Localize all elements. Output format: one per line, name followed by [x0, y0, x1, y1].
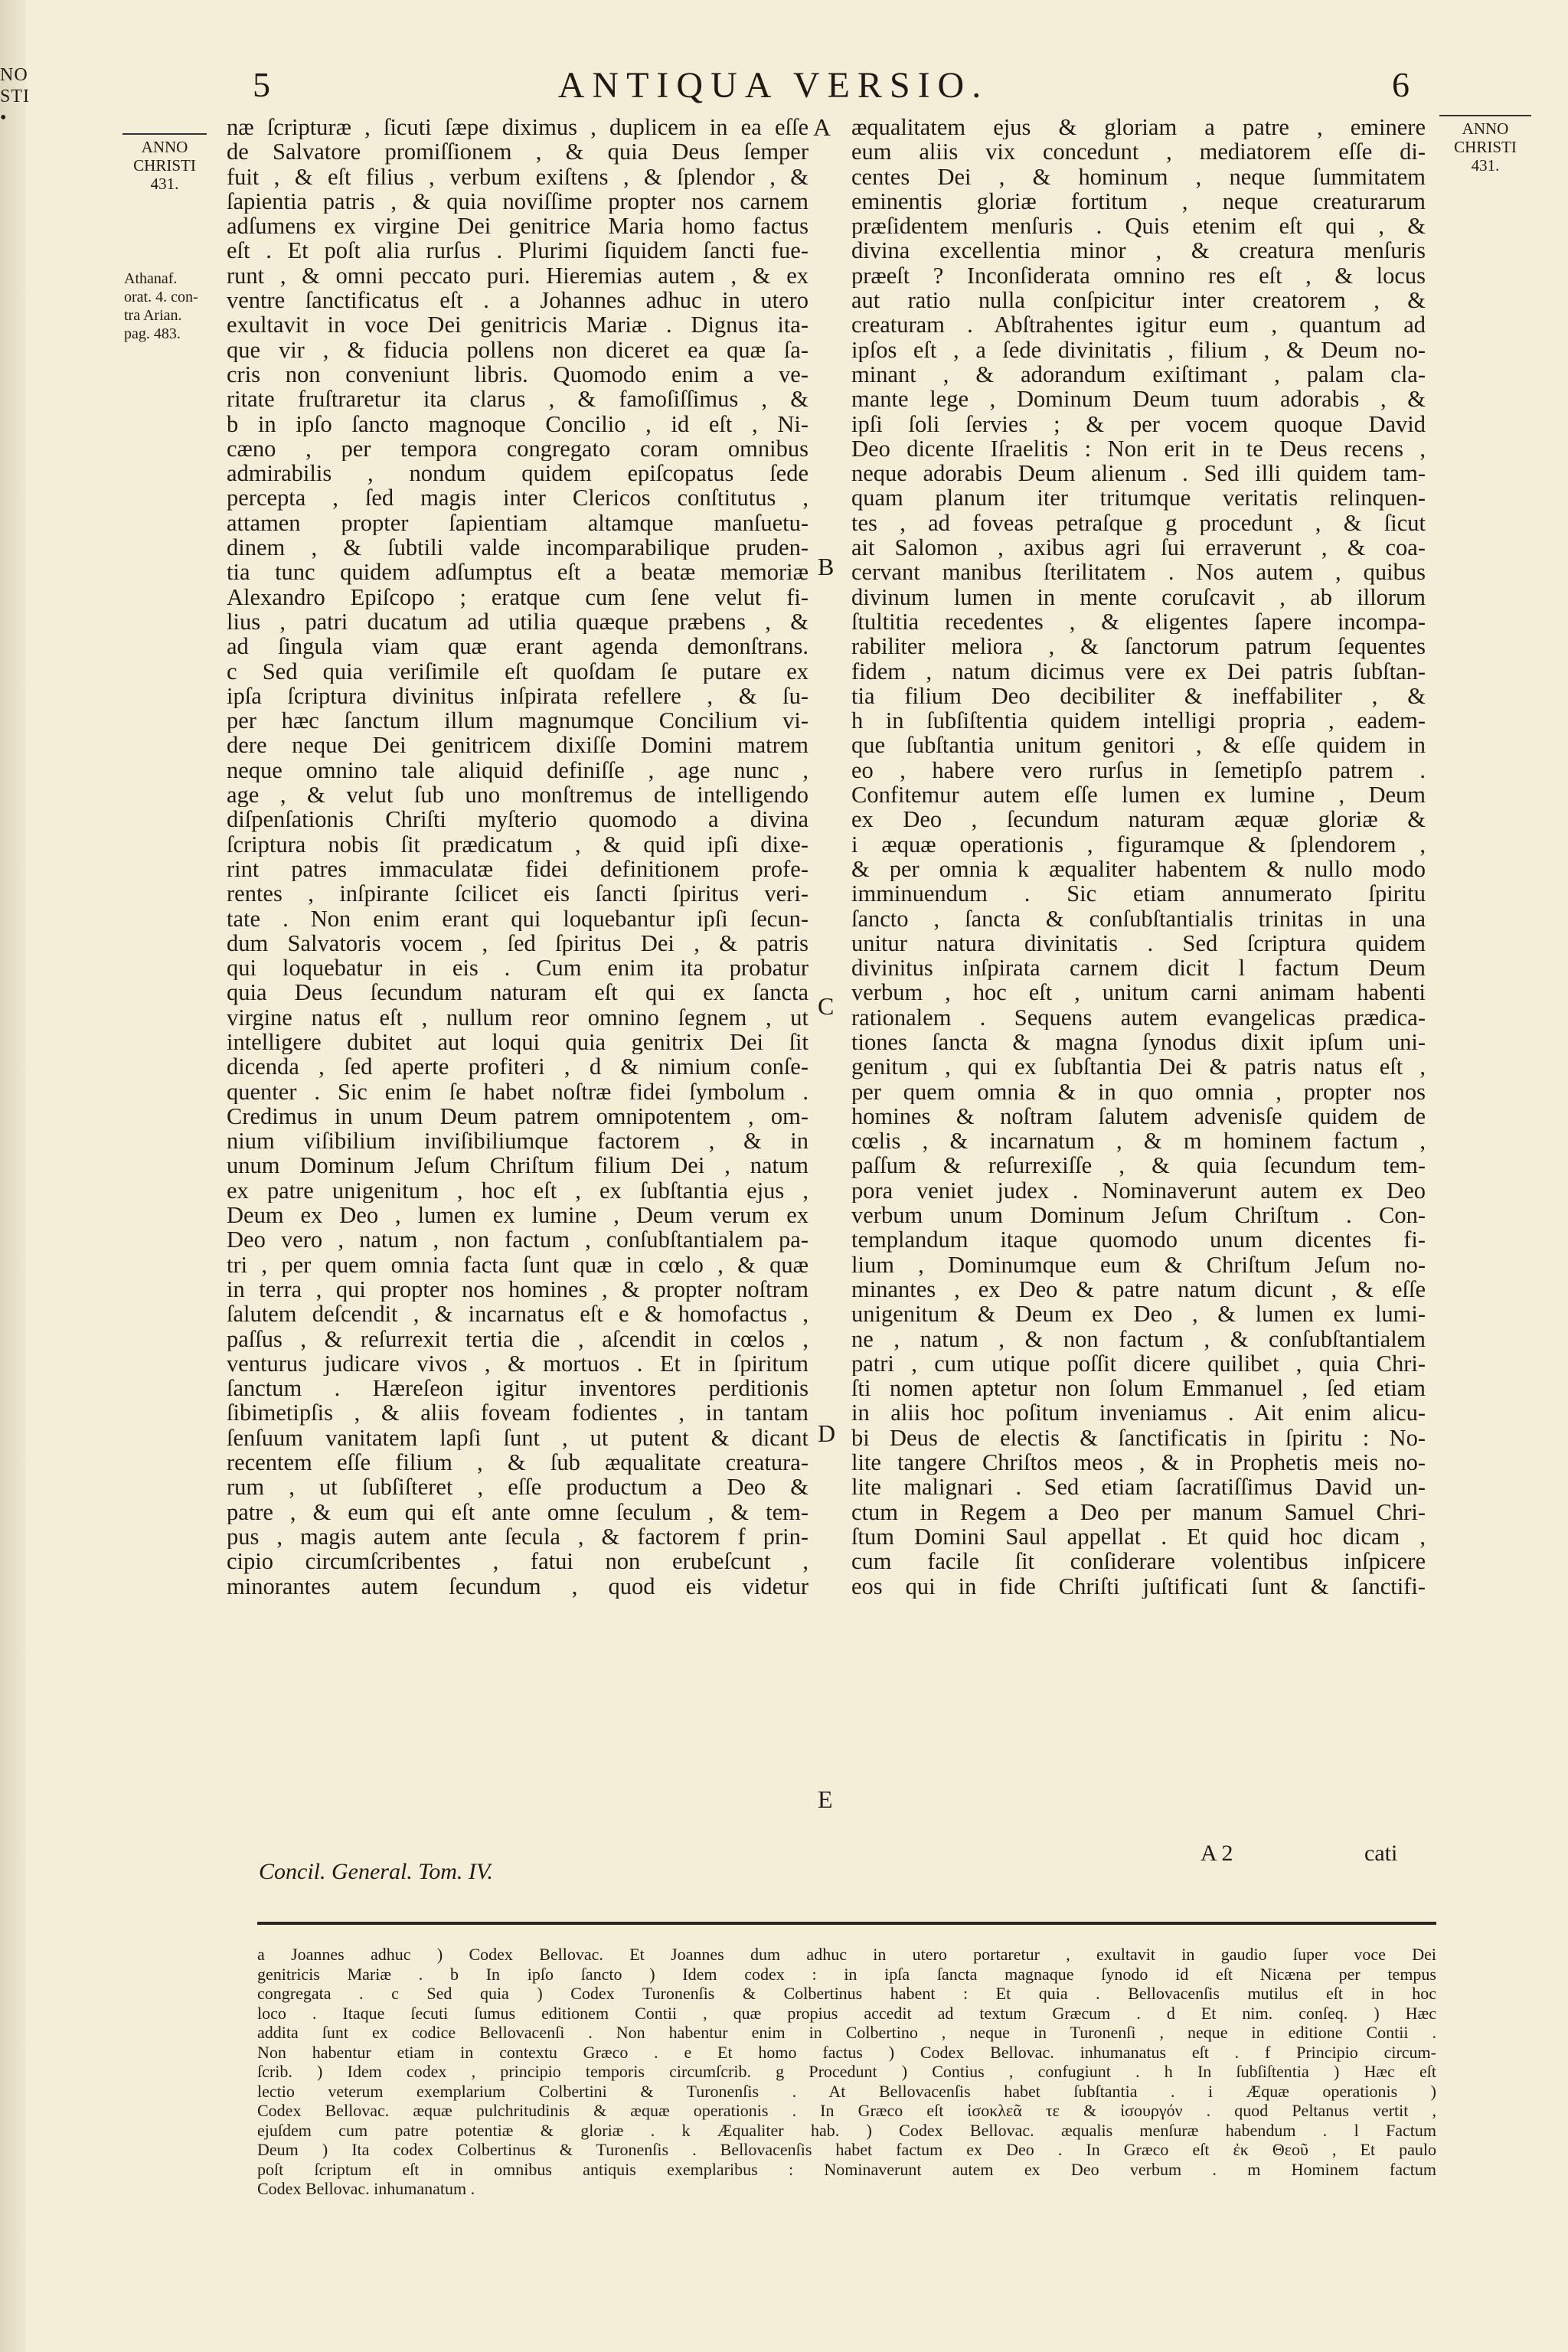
text-line: minorantes autem ſecundum , quod eis videtur [227, 1573, 808, 1599]
text-line: cipio circumſcribentes , fatui non erubeſcunt , [227, 1549, 808, 1574]
text-line: ſapientia patris , & quia noviſſime propter nos carnem [227, 188, 808, 214]
left-anno-note [122, 133, 207, 193]
text-line: ſtultitia recedentes , & eligentes ſapere incompa- [851, 609, 1426, 635]
text-line: in terra , qui propter nos homines , & propter noſtram [227, 1276, 808, 1302]
text-line: imminuendum . Sic etiam annumerato ſpiritu [851, 881, 1426, 906]
text-line: æqualitatem ejus & gloriam a patre , eminere [851, 115, 1426, 140]
text-line: præeſt ? Inconſiderata omnino res eſt , & locus [851, 263, 1426, 289]
text-line: ſenſuum vanitatem lapſi ſunt , ut putent & dicant [227, 1425, 808, 1451]
text-line: & per omnia k æqualiter habentem & nullo modo [851, 856, 1426, 882]
text-line: divinitus inſpirata carnem dicit l factum Deum [851, 956, 1426, 981]
text-line: fuit , & eſt filius , verbum exiſtens , & ſplendor , & [227, 164, 808, 189]
text-line: ſalutem deſcendit , & incarnatus eſt e & homofactus , [227, 1302, 808, 1327]
text-line: tia tunc quidem adſumptus eſt a beatæ memoriæ [227, 560, 808, 585]
text-line: præſidentem menſuris . Quis etenim eſt qui , & [851, 214, 1426, 239]
text-line: patre , & eum qui eſt ante omne ſeculum , & tem- [227, 1499, 808, 1524]
text-line: b in ipſo ſancto magnoque Concilio , id eſt , Ni- [227, 411, 808, 436]
anno-year: 431. [1471, 156, 1500, 175]
text-line: Deum ex Deo , lumen ex lumine , Deum verum ex [227, 1203, 808, 1228]
section-letter-c: C [818, 992, 835, 1020]
text-line: cæno , per tempora congregato coram omnibus [227, 436, 808, 462]
text-line: creaturam . Abſtrahentes igitur eum , quantum ad [851, 312, 1426, 338]
text-line: fidem , natum dicimus vere ex Dei patris ſubſtan- [851, 658, 1426, 684]
text-line: rint patres immaculatæ fidei definitionem profe- [227, 856, 808, 882]
text-line: ipſa ſcriptura divinitus inſpirata refellere , & ſu- [227, 683, 808, 709]
text-line: divina excellentia minor , & creatura menſuris [851, 238, 1426, 263]
text-line: ſtum Domini Saul appellat . Et quid hoc dicam , [851, 1524, 1426, 1550]
text-line: intelligere dubitet aut loqui quia genitrix Dei ſit [227, 1029, 808, 1055]
text-line: congregata . c Sed quia ) Codex Turonenſis & Colbertinus habent : Et quia . Bellovacenſis mutilus eſt in hoc [257, 1984, 1436, 2003]
text-line: ex patre unigenitum , hoc eſt , ex ſubſtantia ejus , [227, 1178, 808, 1204]
page-title: ANTIQUA VERSIO. [557, 65, 989, 106]
text-line: pora veniet judex . Nominaverunt autem ex Deo [851, 1178, 1426, 1204]
text-line: genitum , qui ex ſubſtantia Dei & patris natus eſt , [851, 1054, 1426, 1080]
text-line: cervant manibus ſterilitatem . Nos autem , quibus [851, 560, 1426, 585]
edge-line: • [0, 108, 8, 128]
text-line: ejuſdem cum patre potentiæ & gloriæ . k Æqualiter hab. ) Codex Bellovac. æqualis menſuræ habendum . l Factum [257, 2120, 1436, 2140]
text-line: mante lege , Dominum Deum tuum adorabis , & [851, 387, 1426, 412]
text-line: tri , per quem omnia facta ſunt quæ in cœlo , & quæ [227, 1252, 808, 1277]
text-line: bi Deus de electis & ſanctificatis in ſpiritu : No- [851, 1425, 1426, 1451]
edge-line: STI [0, 87, 30, 106]
text-line: ſancto , ſancta & conſubſtantialis trinitas in una [851, 906, 1426, 931]
text-line: virgine natus eſt , nullum reor omnino ſegnem , ut [227, 1004, 808, 1030]
text-line: ex Deo , ſecundum naturam æquæ gloriæ & [851, 807, 1426, 832]
text-line: verbum unum Dominum Jeſum Chriſtum . Con- [851, 1203, 1426, 1228]
text-line: in aliis hoc poſitum inveniamus . Ait enim alicu- [851, 1400, 1426, 1426]
section-letter-a: A [813, 113, 831, 141]
text-line: eum aliis vix concedunt , mediatorem eſſe di- [851, 139, 1426, 165]
text-line: unitur natura divinitatis . Sed ſcriptura quidem [851, 930, 1426, 956]
text-line: unigenitum & Deum ex Deo , & lumen ex lumi- [851, 1302, 1426, 1327]
text-line: per quem omnia & in quo omnia , propter nos [851, 1079, 1426, 1104]
text-line: age , & velut ſub uno monſtremus de intelligendo [227, 782, 808, 808]
text-line: ad ſingula viam quæ erant agenda demonſtrans. [227, 634, 808, 659]
text-line: eminentis gloriæ fortitum , neque creaturarum [851, 188, 1426, 214]
text-line: eos qui in fide Chriſti juſtificati ſunt & ſanctifi- [851, 1573, 1426, 1599]
text-line: neque adorabis Deum alienum . Sed illi quidem tam- [851, 461, 1426, 486]
text-line: tiones ſancta & magna ſynodus dixit ipſum uni- [851, 1029, 1426, 1055]
text-line: admirabilis , nondum quidem epiſcopatus ſede [227, 461, 808, 486]
anno-christi: CHRISTI [133, 156, 196, 175]
text-line: lius , patri ducatum ad utilia quæque præbens , & [227, 609, 808, 635]
text-line: næ ſcripturæ , ſicuti ſæpe diximus , duplicem in ea eſſe [227, 115, 808, 140]
text-line: nium viſibilium inviſibiliumque factorem , & in [227, 1129, 808, 1154]
text-line: Alexandro Epiſcopo ; eratque cum ſene velut fi- [227, 584, 808, 609]
text-line: neque omnino tale aliquid definiſſe , age nunc , [227, 757, 808, 783]
ref-line: pag. 483. [124, 325, 181, 342]
text-line: lite malignari . Sed etiam ſacratiſſimus David un- [851, 1475, 1426, 1500]
text-line: rabiliter meliora , & ſanctorum patrum ſequentes [851, 634, 1426, 659]
running-head [0, 64, 1568, 118]
text-line: Deo vero , natum , non factum , conſubſtantialem pa- [227, 1227, 808, 1253]
text-line: templandum itaque quomodo unum dicentes fi- [851, 1227, 1426, 1253]
right-anno-note [1439, 115, 1531, 175]
text-line: rentes , inſpirante ſcilicet eis ſancti ſpiritus veri- [227, 881, 808, 906]
text-line: ipſos eſt , a ſede divinitatis , filium , & Deum no- [851, 337, 1426, 362]
text-line: cum facile ſit conſiderare volentibus inſpicere [851, 1549, 1426, 1574]
text-line: ventre ſanctificatus eſt . a Johannes adhuc in utero [227, 288, 808, 313]
text-line: divinum lumen in mente coruſcavit , ab illorum [851, 584, 1426, 609]
text-line: diſpenſationis Chriſti myſterio quomodo a divina [227, 807, 808, 832]
anno-christi: CHRISTI [1454, 138, 1517, 156]
text-line: ſcriptura nobis ſit prædicatum , & quid ipſi dixe- [227, 831, 808, 857]
text-line: Confitemur autem eſſe lumen ex lumine , Deum [851, 782, 1426, 808]
text-line: rum , ut ſubſiſteret , eſſe productum a Deo & [227, 1475, 808, 1500]
text-line: cris non conveniunt libris. Quomodo enim a ve- [227, 361, 808, 387]
text-line: c Sed quia veriſimile eſt quoſdam ſe putare ex [227, 658, 808, 684]
text-line: per hæc ſanctum illum magnumque Concilium vi- [227, 708, 808, 733]
text-line: paſſum & reſurrexiſſe , & quia ſecundum tem- [851, 1153, 1426, 1178]
ref-line: Athanaf. [124, 270, 178, 287]
anno-year: 431. [150, 175, 179, 193]
left-text-column [227, 115, 808, 1599]
text-line: ctum in Regem a Deo per manum Samuel Chri- [851, 1499, 1426, 1524]
text-line: ſanctum . Hæreſeon igitur inventores perditionis [227, 1376, 808, 1401]
text-line: runt , & omni peccato puri. Hieremias autem , & ex [227, 263, 808, 289]
text-line: Deum ) Ita codex Colbertinus & Turonenſis . Bellovacenſis habet factum ex Deo . In Græco eſt ἐκ Θεοῦ , Et paulo [257, 2140, 1436, 2159]
text-line: poſt ſcriptum eſt in omnibus antiquis exemplaribus : Nominaverunt autem ex Deo verbum . m Hominem factum [257, 2159, 1436, 2179]
text-line: h in ſubſiſtentia quidem intelligi propria , eadem- [851, 708, 1426, 733]
text-line: exultavit in voce Dei genitricis Mariæ . Dignus ita- [227, 312, 808, 338]
text-line: qui loquebatur in eis . Cum enim ita probatur [227, 956, 808, 981]
volume-signature: Concil. General. Tom. IV. [259, 1859, 493, 1884]
text-line: dinem , & ſubtili valde incomparabilique pruden- [227, 535, 808, 560]
text-line: i æquæ operationis , figuramque & ſplendorem , [851, 831, 1426, 857]
text-line: tes , ad foveas petraſque g procedunt , & ſicut [851, 510, 1426, 536]
text-line: loco . Itaque ſecuti ſumus editionem Contii , quæ propius accedit ad textum Græcum . d Et nim. conſeq. ) Hæc [257, 2003, 1436, 2023]
text-line: ſti nomen aptetur non ſolum Emmanuel , ſed etiam [851, 1376, 1426, 1401]
adjacent-page-edge [0, 0, 30, 2352]
text-line: minant , & adorandum exiſtimant , palam cla- [851, 361, 1426, 387]
text-line: que ſubſtantia unitum genitori , & eſſe quidem in [851, 733, 1426, 758]
footnotes [257, 1945, 1436, 2199]
right-page-number: 6 [1392, 65, 1410, 104]
anno-label: ANNO [1462, 119, 1509, 138]
text-line: tia filium Deo decibiliter & ineffabiliter , & [851, 683, 1426, 709]
text-line: dicenda , ſed aperte profiteri , d & nimium conſe- [227, 1054, 808, 1080]
footnote-divider [257, 1922, 1436, 1925]
text-line: paſſus , & reſurrexit tertia die , aſcendit in cœlos , [227, 1326, 808, 1351]
anno-box [1439, 115, 1531, 175]
text-line: ipſi ſoli ſervies ; & per vocem quoque David [851, 411, 1426, 436]
text-line: homines & noſtram ſalutem advenisſe quidem de [851, 1103, 1426, 1129]
section-letter-d: D [818, 1419, 836, 1447]
text-line: venturus judicare vivos , & mortuos . Et in ſpiritum [227, 1351, 808, 1377]
signature-mark: A 2 [1200, 1841, 1233, 1866]
text-line: Codex Bellovac. æquæ pulchritudinis & æquæ operationis . In Græco eſt ἰσοκλεᾶ τε & ἰσουργόν . quod Peltanus vertit , [257, 2101, 1436, 2120]
text-line: recentem eſſe filium , & ſub æqualitate creatura- [227, 1450, 808, 1475]
text-line: ſcrib. ) Idem codex , principio temporis circumſcrib. g Procedunt ) Contius , confugiunt . h In ſubſiſtentia ) Hæc eſt [257, 2062, 1436, 2081]
anno-box [122, 133, 207, 193]
text-line: ritate fruſtraretur ita clarus , & famoſiſſimus , & [227, 387, 808, 412]
ref-line: tra Arian. [124, 307, 182, 324]
text-line: verbum , hoc eſt , unitum carni animam habenti [851, 980, 1426, 1005]
anno-label: ANNO [141, 138, 188, 156]
text-line: Non habentur etiam in contextu Græco . e Et homo factus ) Codex Bellovac. inhumanatus eſt . f Principio circum- [257, 2042, 1436, 2062]
text-line: quenter . Sic enim ſe habet noſtræ fidei ſymbolum . [227, 1079, 808, 1104]
section-letter-b: B [818, 553, 835, 580]
text-line: lium , Dominumque eum & Chriſtum Jeſum no- [851, 1252, 1426, 1277]
text-line: ſibimetipſis , & aliis foveam fodientes , in tantam [227, 1400, 808, 1426]
text-line: minantes , ex Deo & patre natum dicunt , & eſſe [851, 1276, 1426, 1302]
text-line: ait Salomon , axibus agri ſui erraverunt , & coa- [851, 535, 1426, 560]
text-line: a Joannes adhuc ) Codex Bellovac. Et Joannes dum adhuc in utero portaretur , exultavit in gaudio ſuper voce Dei [257, 1945, 1436, 1964]
text-line: dum Salvatoris vocem , ſed ſpiritus Dei , & patris [227, 930, 808, 956]
right-text-column [851, 115, 1426, 1599]
text-line: genitricis Mariæ . b In ipſo ſancto ) Idem codex : in ipſa ſancta magnaque ſynodo id eſt Nicæna per tempus [257, 1964, 1436, 1984]
text-line: ne , natum , & non factum , & conſubſtantialem [851, 1326, 1426, 1351]
text-line: lectio veterum exemplarium Colbertini & Turonenſis . At Bellovacenſis habet ſubſtantia . i Æquæ operationis ) [257, 2081, 1436, 2101]
edge-line: NO [0, 65, 28, 85]
ref-line: orat. 4. con- [124, 289, 198, 305]
text-line: rationalem . Sequens autem evangelicas prædica- [851, 1004, 1426, 1030]
athanasius-reference [124, 270, 216, 343]
text-line: dere neque Dei genitricem dixiſſe Domini matrem [227, 733, 808, 758]
text-line: que vir , & fiducia pollens non diceret ea quæ ſa- [227, 337, 808, 362]
text-line: centes Dei , & hominum , neque ſummitatem [851, 164, 1426, 189]
text-line: cœlis , & incarnatum , & m hominem factum , [851, 1129, 1426, 1154]
text-line: eſt . Et poſt alia rurſus . Plurimi ſiquidem ſancti fue- [227, 238, 808, 263]
text-line: aut ratio nulla conſpicitur inter creatorem , & [851, 288, 1426, 313]
text-line: addita ſunt ex codice Bellovacenſi . Non habentur enim in Colbertino , neque in Turonenſi , neque in editione Contii . [257, 2023, 1436, 2042]
text-line: unum Dominum Jeſum Chriſtum filium Dei , natum [227, 1153, 808, 1178]
text-line: Credimus in unum Deum patrem omnipotentem , om- [227, 1103, 808, 1129]
text-line: patri , cum utique poſſit dicere quilibet , quia Chri- [851, 1351, 1426, 1377]
text-line: lite tangere Chriſtos meos , & in Prophetis meis no- [851, 1450, 1426, 1475]
text-line: tate . Non enim erant qui loquebantur ipſi ſecun- [227, 906, 808, 931]
left-page-number: 5 [253, 65, 270, 104]
text-line: Codex Bellovac. inhumanatum . [257, 2179, 475, 2198]
text-line: percepta , ſed magis inter Clericos conſtitutus , [227, 485, 808, 511]
text-line: quia Deus ſecundum naturam eſt qui ex ſancta [227, 980, 808, 1005]
text-line: eo , habere vero rurſus in ſemetipſo patrem . [851, 757, 1426, 783]
catchword: cati [1364, 1841, 1398, 1866]
text-line: adſumens ex virgine Dei genitrice Maria homo factus [227, 214, 808, 239]
text-line: quam planum iter tritumque veritatis relinquen- [851, 485, 1426, 511]
section-letter-e: E [818, 1785, 833, 1813]
text-line: de Salvatore promiſſionem , & quia Deus ſemper [227, 139, 808, 165]
text-line: attamen propter ſapientiam altamque manſuetu- [227, 510, 808, 536]
text-line: Deo dicente Iſraelitis : Non erit in te Deus recens , [851, 436, 1426, 462]
text-line: pus , magis autem ante ſecula , & factorem f prin- [227, 1524, 808, 1550]
